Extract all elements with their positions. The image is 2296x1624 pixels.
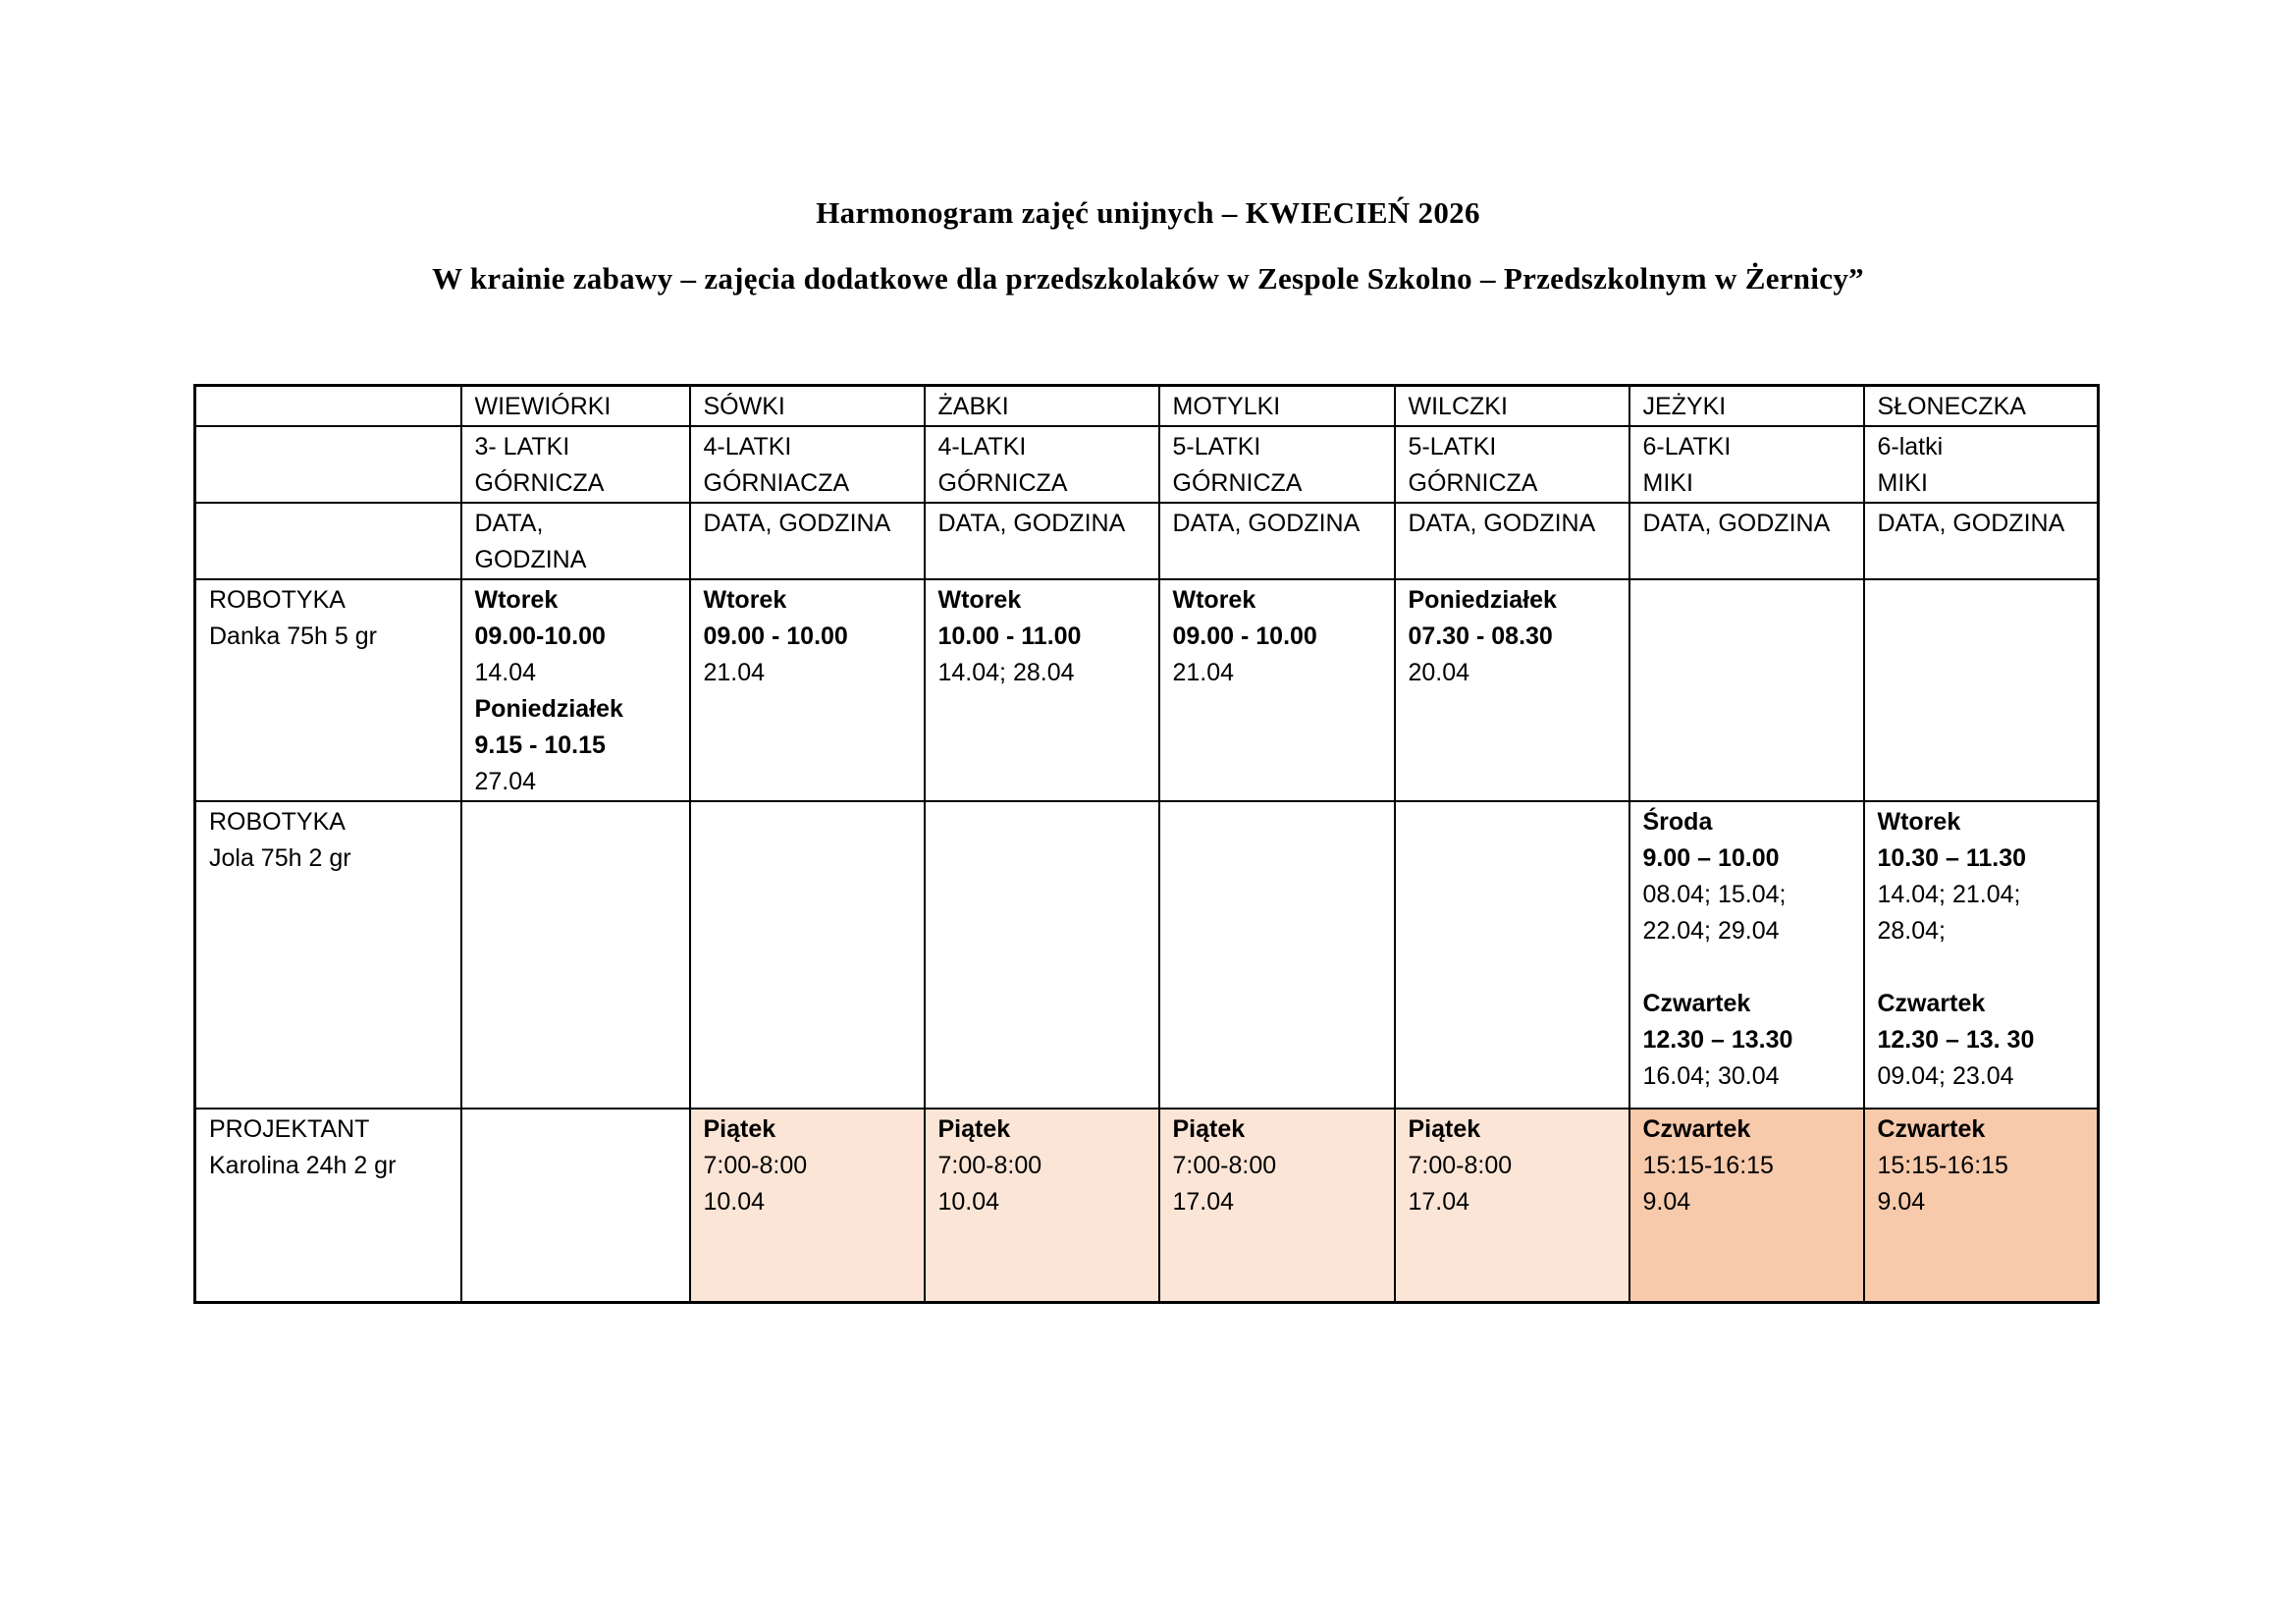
schedule-cell	[461, 579, 690, 801]
cell-line: MIKI	[1877, 469, 1928, 497]
schedule-cell	[1395, 801, 1629, 1109]
cell-line: ŻABKI	[937, 393, 1009, 420]
cell-line: 09.04; 23.04	[1877, 1062, 2014, 1090]
cell-line: SŁONECZKA	[1877, 393, 2026, 420]
schedule-cell	[690, 579, 925, 801]
cell-line: 27.04	[474, 768, 537, 795]
schedule-cell	[690, 801, 925, 1109]
cell-line: 9.04	[1642, 1188, 1691, 1216]
cell-line: Wtorek	[1172, 586, 1256, 614]
schedule-cell	[1159, 801, 1395, 1109]
schedule-body	[195, 386, 2099, 1303]
cell-line: 5-LATKI	[1408, 433, 1497, 460]
date-time-header-cell	[1159, 503, 1395, 579]
schedule-cell	[1395, 579, 1629, 801]
doc-subtitle: W krainie zabawy – zajęcia dodatkowe dla przedszkolaków w Zespole Szkolno – Przedszkolnym w Żernicy”	[432, 261, 1864, 296]
corner-cell	[195, 426, 461, 503]
cell-line: DATA, GODZINA	[1877, 510, 2065, 537]
cell-line: GÓRNICZA	[1172, 469, 1303, 497]
cell-line: 09.00-10.00	[474, 623, 606, 650]
cell-line: 21.04	[1172, 659, 1235, 686]
cell-line: 14.04; 28.04	[937, 659, 1075, 686]
cell-line: 14.04; 21.04;	[1877, 881, 2021, 908]
cell-line	[1878, 949, 2085, 986]
cell-line	[1643, 949, 1850, 986]
date-time-header-cell	[690, 503, 925, 579]
cell-line: Czwartek	[1642, 990, 1751, 1017]
schedule-cell	[925, 801, 1159, 1109]
cell-line: 15:15-16:15	[1877, 1152, 2008, 1179]
cell-line: 09.00 - 10.00	[703, 623, 848, 650]
group-header-cell	[1864, 386, 2099, 427]
age-header-cell	[925, 426, 1159, 503]
cell-line: 3- LATKI	[474, 433, 570, 460]
cell-line: GODZINA	[474, 546, 587, 573]
cell-line: 7:00-8:00	[1172, 1152, 1277, 1179]
table-row	[195, 1109, 2099, 1302]
cell-line: Wtorek	[474, 586, 559, 614]
group-header-cell	[1159, 386, 1395, 427]
schedule-cell	[1864, 801, 2099, 1109]
cell-line: 20.04	[1408, 659, 1470, 686]
cell-line: 7:00-8:00	[703, 1152, 808, 1179]
schedule-cell	[1864, 1109, 2099, 1302]
cell-line: 6-latki	[1877, 433, 1944, 460]
schedule-cell	[1395, 1109, 1629, 1302]
schedule-cell	[1159, 579, 1395, 801]
cell-line: Karolina 24h 2 gr	[209, 1152, 397, 1179]
cell-line: PROJEKTANT	[209, 1115, 370, 1143]
cell-line: 14.04	[474, 659, 537, 686]
schedule-cell	[461, 801, 690, 1109]
cell-line: Piątek	[1408, 1115, 1481, 1143]
cell-line: DATA, GODZINA	[1172, 510, 1361, 537]
cell-line: 9.00 – 10.00	[1642, 844, 1780, 872]
corner-cell	[195, 386, 461, 427]
age-header-cell	[1629, 426, 1864, 503]
cell-line: Wtorek	[1877, 808, 1961, 836]
schedule-cell	[690, 1109, 925, 1302]
cell-line: 22.04; 29.04	[1642, 917, 1780, 945]
cell-line: 10.04	[703, 1188, 766, 1216]
cell-line: WIEWIÓRKI	[474, 393, 612, 420]
cell-line: 9.04	[1877, 1188, 1926, 1216]
cell-line: Poniedziałek	[474, 695, 623, 723]
schedule-table	[193, 384, 2100, 1304]
table-row	[195, 426, 2099, 503]
activity-label-cell	[195, 801, 461, 1109]
cell-line: DATA, GODZINA	[1408, 510, 1596, 537]
activity-label-cell	[195, 579, 461, 801]
cell-line: ROBOTYKA	[209, 586, 346, 614]
age-header-cell	[1159, 426, 1395, 503]
age-header-cell	[690, 426, 925, 503]
age-header-cell	[1864, 426, 2099, 503]
cell-line: Czwartek	[1877, 1115, 1986, 1143]
date-time-header-cell	[461, 503, 690, 579]
cell-line: 4-LATKI	[703, 433, 792, 460]
table-row	[195, 503, 2099, 579]
cell-line: 5-LATKI	[1172, 433, 1261, 460]
table-row	[195, 801, 2099, 1109]
cell-line: GÓRNICZA	[1408, 469, 1538, 497]
cell-line: Wtorek	[937, 586, 1022, 614]
cell-line: 10.04	[937, 1188, 1000, 1216]
corner-cell	[195, 503, 461, 579]
cell-line: 7:00-8:00	[1408, 1152, 1513, 1179]
cell-line: Czwartek	[1642, 1115, 1751, 1143]
group-header-cell	[461, 386, 690, 427]
cell-line: 17.04	[1408, 1188, 1470, 1216]
cell-line: MIKI	[1642, 469, 1693, 497]
cell-line: GÓRNICZA	[937, 469, 1068, 497]
cell-line: Wtorek	[703, 586, 787, 614]
cell-line: Danka 75h 5 gr	[209, 623, 377, 650]
cell-line: 4-LATKI	[937, 433, 1027, 460]
cell-line: 28.04;	[1877, 917, 1947, 945]
cell-line: 15:15-16:15	[1642, 1152, 1774, 1179]
schedule-cell	[1629, 579, 1864, 801]
age-header-cell	[1395, 426, 1629, 503]
cell-line: Poniedziałek	[1408, 586, 1557, 614]
cell-line: Piątek	[703, 1115, 776, 1143]
cell-line: ROBOTYKA	[209, 808, 346, 836]
cell-line: Środa	[1642, 808, 1713, 836]
cell-line: 16.04; 30.04	[1642, 1062, 1780, 1090]
schedule-cell	[925, 1109, 1159, 1302]
cell-line: 9.15 - 10.15	[474, 731, 606, 759]
group-header-cell	[690, 386, 925, 427]
schedule-cell	[1629, 801, 1864, 1109]
date-time-header-cell	[925, 503, 1159, 579]
cell-line: DATA,	[474, 510, 544, 537]
group-header-cell	[925, 386, 1159, 427]
date-time-header-cell	[1395, 503, 1629, 579]
cell-line: DATA, GODZINA	[937, 510, 1126, 537]
doc-title: Harmonogram zajęć unijnych – KWIECIEŃ 2026	[816, 195, 1480, 230]
table-row	[195, 579, 2099, 801]
cell-line: 09.00 - 10.00	[1172, 623, 1317, 650]
group-header-cell	[1629, 386, 1864, 427]
cell-line: 17.04	[1172, 1188, 1235, 1216]
cell-line: JEŻYKI	[1642, 393, 1727, 420]
schedule-cell	[461, 1109, 690, 1302]
cell-line: 6-LATKI	[1642, 433, 1732, 460]
cell-line: 12.30 – 13. 30	[1877, 1026, 2035, 1054]
cell-line: 10.30 – 11.30	[1877, 844, 2027, 872]
cell-line: 10.00 - 11.00	[937, 623, 1082, 650]
cell-line: WILCZKI	[1408, 393, 1508, 420]
date-time-header-cell	[1629, 503, 1864, 579]
cell-line: 07.30 - 08.30	[1408, 623, 1553, 650]
age-header-cell	[461, 426, 690, 503]
schedule-cell	[925, 579, 1159, 801]
schedule-cell	[1629, 1109, 1864, 1302]
cell-line: DATA, GODZINA	[1642, 510, 1831, 537]
cell-line: MOTYLKI	[1172, 393, 1281, 420]
cell-line: 21.04	[703, 659, 766, 686]
cell-line: DATA, GODZINA	[703, 510, 891, 537]
cell-line: 08.04; 15.04;	[1642, 881, 1787, 908]
activity-label-cell	[195, 1109, 461, 1302]
cell-line: 7:00-8:00	[937, 1152, 1042, 1179]
cell-line: GÓRNIACZA	[703, 469, 850, 497]
cell-line: Piątek	[1172, 1115, 1246, 1143]
cell-line: 12.30 – 13.30	[1642, 1026, 1793, 1054]
group-header-cell	[1395, 386, 1629, 427]
cell-line: Piątek	[937, 1115, 1011, 1143]
date-time-header-cell	[1864, 503, 2099, 579]
cell-line: SÓWKI	[703, 393, 785, 420]
schedule-cell	[1864, 579, 2099, 801]
schedule-cell	[1159, 1109, 1395, 1302]
cell-line: Czwartek	[1877, 990, 1986, 1017]
cell-line: GÓRNICZA	[474, 469, 605, 497]
table-row	[195, 386, 2099, 427]
cell-line: Jola 75h 2 gr	[209, 844, 351, 872]
